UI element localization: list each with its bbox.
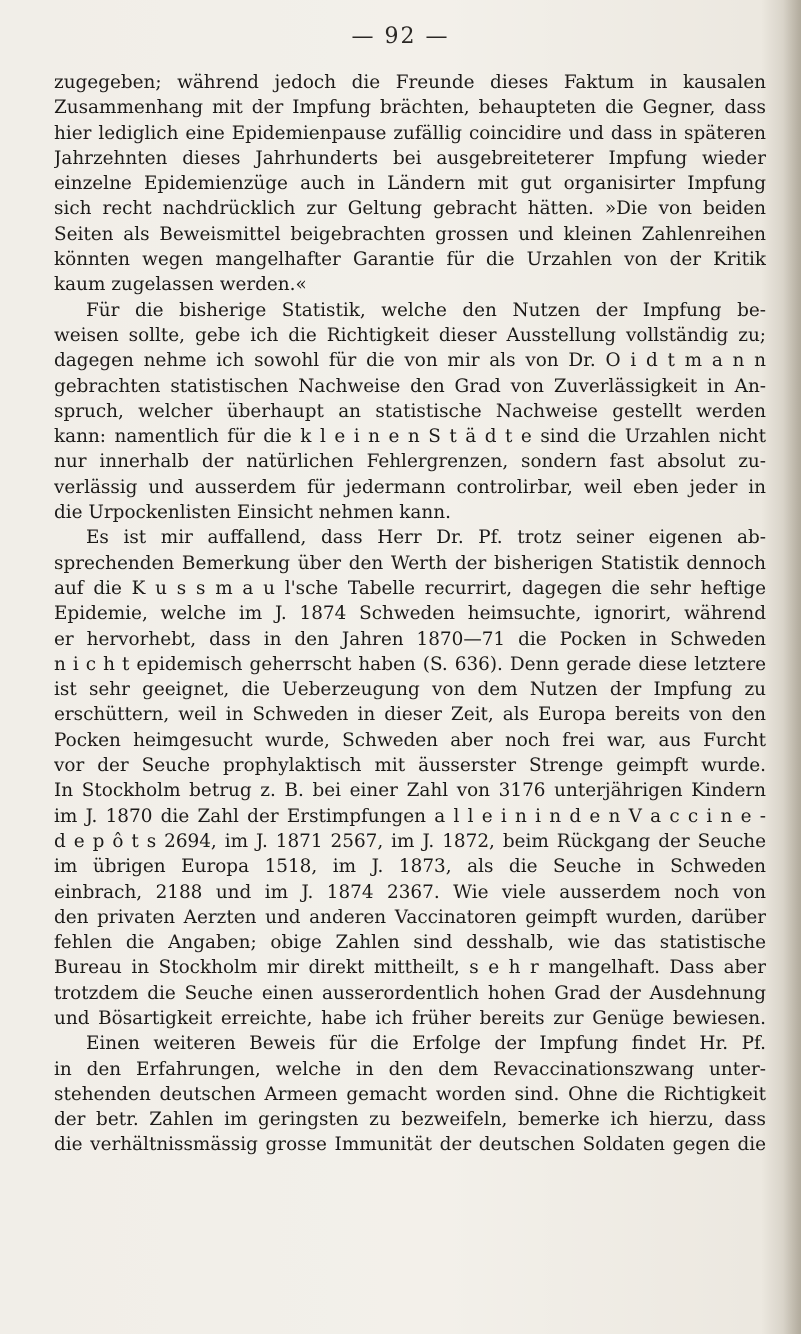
text-line: einbrach, 2188 und im J. 1874 2367. Wie viele ausserdem noch von	[54, 881, 766, 903]
text-line: n i c h t epidemisch geherrscht haben (S. 636). Denn gerade diese letztere	[54, 653, 766, 675]
text-line: im J. 1870 die Zahl der Erstimpfungen a l l e i n i n d e n V a c c i n e -	[54, 805, 766, 827]
body-text	[54, 70, 766, 1158]
text-line: Pocken heimgesucht wurde, Schweden aber noch frei war, aus Furcht	[54, 729, 766, 751]
text-line: den privaten Aerzten und anderen Vaccinatoren geimpft wurden, darüber	[54, 906, 766, 928]
text-line: einzelne Epidemienzüge auch in Ländern mit gut organisirter Impfung	[54, 173, 766, 195]
text-line: dagegen nehme ich sowohl für die von mir als von Dr. O i d t m a n n	[54, 350, 766, 372]
text-line: kann: namentlich für die k l e i n e n S t ä d t e sind die Urzahlen nicht	[54, 426, 766, 448]
text-line: Zusammenhang mit der Impfung brächten, behaupteten die Gegner, dass	[54, 97, 766, 119]
text-line: könnten wegen mangelhafter Garantie für die Urzahlen von der Kritik	[54, 249, 766, 271]
text-line: ist sehr geeignet, die Ueberzeugung von dem Nutzen der Impfung zu	[54, 679, 766, 701]
text-line: Einen weiteren Beweis für die Erfolge der Impfung findet Hr. Pf.	[86, 1033, 766, 1055]
text-line: auf die K u s s m a u l'sche Tabelle recurrirt, dagegen die sehr heftige	[54, 577, 766, 599]
text-line: weisen sollte, gebe ich die Richtigkeit dieser Ausstellung vollständig zu;	[54, 324, 766, 346]
text-line: In Stockholm betrug z. B. bei einer Zahl von 3176 unterjährigen Kindern	[54, 780, 766, 802]
text-line: fehlen die Angaben; obige Zahlen sind desshalb, wie das statistische	[54, 932, 766, 954]
text-line: sich recht nachdrücklich zur Geltung gebracht hätten. »Die von beiden	[54, 198, 766, 220]
text-line: die Urpockenlisten Einsicht nehmen kann.	[54, 502, 451, 524]
text-line: Für die bisherige Statistik, welche den Nutzen der Impfung be-	[86, 299, 766, 321]
text-line: in den Erfahrungen, welche in den dem Revaccinationszwang unter-	[54, 1058, 766, 1080]
text-line: stehenden deutschen Armeen gemacht worden sind. Ohne die Richtigkeit	[54, 1083, 766, 1105]
text-line: zugegeben; während jedoch die Freunde dieses Faktum in kausalen	[54, 72, 766, 93]
text-line: verlässig und ausserdem für jedermann controlirbar, weil eben jeder in	[54, 476, 766, 498]
text-line: vor der Seuche prophylaktisch mit äusserster Strenge geimpft wurde.	[54, 755, 766, 777]
text-line: kaum zugelassen werden.«	[54, 274, 307, 296]
text-line: d e p ô t s 2694, im J. 1871 2567, im J. 1872, beim Rückgang der Seuche	[54, 830, 766, 852]
text-line: Epidemie, welche im J. 1874 Schweden heimsuchte, ignorirt, während	[54, 603, 766, 625]
text-line: sprechenden Bemerkung über den Werth der bisherigen Statistik dennoch	[54, 552, 766, 574]
text-line: nur innerhalb der natürlichen Fehlergrenzen, sondern fast absolut zu-	[54, 451, 766, 473]
text-line: spruch, welcher überhaupt an statistische Nachweise gestellt werden	[54, 400, 766, 422]
text-line: und Bösartigkeit erreichte, habe ich früher bereits zur Genüge bewiesen.	[54, 1007, 766, 1029]
text-line: er hervorhebt, dass in den Jahren 1870—71 die Pocken in Schweden	[54, 628, 766, 650]
text-line: im übrigen Europa 1518, im J. 1873, als die Seuche in Schweden	[54, 856, 766, 878]
text-line: Es ist mir auffallend, dass Herr Dr. Pf. trotz seiner eigenen ab-	[86, 527, 766, 549]
text-line: trotzdem die Seuche einen ausserordentlich hohen Grad der Ausdehnung	[54, 982, 766, 1004]
text-line: Seiten als Beweismittel beigebrachten grossen und kleinen Zahlenreihen	[54, 223, 766, 245]
page-edge-shadow	[783, 0, 801, 1334]
text-line: Jahrzehnten dieses Jahrhunderts bei ausgebreiteterer Impfung wieder	[54, 147, 766, 169]
text-line: erschüttern, weil in Schweden in dieser Zeit, als Europa bereits von den	[54, 704, 766, 726]
text-line: der betr. Zahlen im geringsten zu bezweifeln, bemerke ich hierzu, dass	[54, 1109, 766, 1131]
text-line: die verhältnissmässig grosse Immunität der deutschen Soldaten gegen die	[54, 1134, 766, 1156]
text-line: gebrachten statistischen Nachweise den Grad von Zuverlässigkeit in An-	[54, 375, 766, 397]
text-line: hier lediglich eine Epidemienpause zufällig coincidire und dass in späteren	[54, 122, 766, 144]
text-line: Bureau in Stockholm mir direkt mittheilt, s e h r mangelhaft. Dass aber	[54, 957, 766, 979]
page-number: — 92 —	[351, 24, 450, 49]
